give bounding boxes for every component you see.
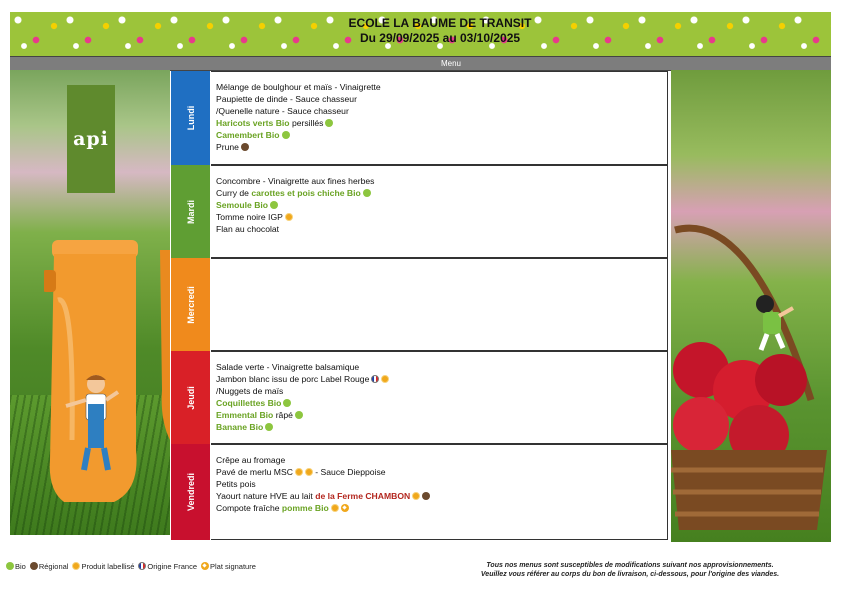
dish-text: pomme Bio — [281, 503, 329, 513]
dish-suffix: - Sauce Dieppoise — [312, 467, 386, 477]
dish-line — [216, 141, 667, 153]
left-photo-panel — [10, 70, 170, 535]
day-block-mercredi — [171, 258, 668, 351]
dish-text: Haricots verts Bio — [216, 118, 290, 128]
dish-text: Yaourt nature HVE au lait — [216, 491, 316, 501]
dish-text: Banane Bio — [216, 422, 264, 432]
day-tab-vendredi — [171, 444, 210, 540]
legend-label: Produit labellisé — [81, 562, 135, 571]
legend-label: Origine France — [147, 562, 198, 571]
apple-basket-illustration — [671, 220, 831, 542]
dish-line — [216, 211, 667, 223]
column-header-menu: Menu — [440, 59, 461, 68]
api-logo-text: api — [73, 128, 109, 150]
dish-line — [216, 421, 667, 433]
dish-text: Curry de — [216, 188, 252, 198]
dish-text: Flan au chocolat — [216, 224, 280, 234]
label-icon — [285, 213, 293, 221]
label-icon — [381, 375, 389, 383]
legend-item-regional — [30, 562, 69, 571]
legend-label: Plat signature — [210, 562, 256, 571]
dish-line — [216, 466, 667, 478]
dish-line — [216, 81, 667, 93]
dish-line — [216, 93, 667, 105]
dish-line — [216, 397, 667, 409]
dish-text: Prune — [216, 142, 239, 152]
label-icon — [295, 468, 303, 476]
dish-text: Camembert Bio — [216, 130, 280, 140]
dish-line — [216, 478, 667, 490]
dish-text: Mélange de boulghour et maïs - Vinaigrette — [216, 82, 381, 92]
day-tab-mardi — [171, 165, 210, 258]
bio-icon — [282, 131, 290, 139]
school-title: ECOLE LA BAUME DE TRANSIT — [348, 16, 532, 30]
day-menu-jeudi — [211, 351, 668, 444]
dish-text: Tomme noire IGP — [216, 212, 283, 222]
dish-line — [216, 223, 667, 235]
api-logo — [67, 85, 115, 193]
day-block-lundi — [171, 71, 668, 165]
day-tab-lundi — [171, 71, 210, 165]
bio-icon — [295, 411, 303, 419]
day-label-mardi: Mardi — [185, 199, 196, 224]
title-block — [310, 16, 570, 46]
dish-text: carottes et pois chiche Bio — [251, 188, 361, 198]
legend-item-france — [138, 562, 197, 571]
day-block-mardi — [171, 165, 668, 258]
day-label-jeudi: Jeudi — [185, 385, 196, 410]
bio-icon — [6, 562, 14, 570]
dish-text: Semoule Bio — [216, 200, 269, 210]
day-label-mercredi: Mercredi — [185, 285, 196, 324]
day-menu-mercredi — [211, 258, 668, 351]
label-icon — [305, 468, 313, 476]
legend-item-label — [72, 562, 134, 571]
dish-text: Concombre - Vinaigrette aux fines herbes — [216, 176, 375, 186]
climbing-kid-illustration — [749, 292, 797, 352]
day-block-jeudi — [171, 351, 668, 444]
header-banner — [10, 12, 831, 56]
dish-line — [216, 502, 667, 514]
dish-line — [216, 117, 667, 129]
dish-text: Paupiette de dinde - Sauce chasseur — [216, 94, 357, 104]
label-icon — [331, 504, 339, 512]
day-label-vendredi: Vendredi — [185, 472, 196, 512]
dish-text: Pavé de merlu MSC — [216, 467, 293, 477]
label-icon — [72, 562, 80, 570]
dish-text: Petits pois — [216, 479, 256, 489]
day-block-vendredi — [171, 444, 668, 540]
dish-line — [216, 199, 667, 211]
bio-icon — [270, 201, 278, 209]
period-title: Du 29/09/2025 au 03/10/2025 — [359, 31, 521, 45]
right-photo-panel — [671, 70, 831, 542]
dish-line — [216, 385, 667, 397]
boy-illustration — [60, 370, 130, 480]
dish-text: Jambon blanc issu de porc Label Rouge — [216, 374, 370, 384]
column-header-bar — [10, 56, 831, 71]
dish-line — [216, 490, 667, 502]
regional-icon — [422, 492, 430, 500]
dish-line — [216, 454, 667, 466]
bio-icon — [265, 423, 273, 431]
day-label-lundi: Lundi — [185, 105, 196, 131]
dish-line — [216, 373, 667, 385]
disclaimer-line-1: Tous nos menus sont susceptibles de modifications suivant nos approvisionnements. — [486, 562, 774, 569]
france-icon — [371, 375, 379, 383]
dish-line — [216, 361, 667, 373]
regional-icon — [30, 562, 38, 570]
day-tab-jeudi — [171, 351, 210, 444]
legend-label: Bio — [15, 562, 26, 571]
legend-item-bio — [6, 562, 26, 571]
disclaimer-line-2: Veuillez vous référer au corps du bon de livraison, ci-dessous, pour l'origine des viandes. — [480, 571, 780, 578]
dish-text: râpé — [273, 410, 293, 420]
label-icon — [412, 492, 420, 500]
day-tab-mercredi — [171, 258, 210, 351]
dish-text: /Quenelle nature - Sauce chasseur — [216, 106, 349, 116]
legend-label: Régional — [38, 562, 69, 571]
signature-icon — [201, 562, 209, 570]
dish-text: persillés — [289, 118, 324, 128]
regional-icon — [241, 143, 249, 151]
day-menu-mardi — [211, 165, 668, 258]
dish-line — [216, 175, 667, 187]
dish-line — [216, 105, 667, 117]
day-menu-lundi — [211, 71, 668, 165]
legend-item-signature — [201, 562, 256, 571]
dish-text: de la Ferme CHAMBON — [315, 491, 411, 501]
dish-text: /Nuggets de maïs — [216, 386, 284, 396]
dish-line — [216, 409, 667, 421]
dish-line — [216, 129, 667, 141]
dish-line — [216, 187, 667, 199]
dish-text: Coquillettes Bio — [216, 398, 282, 408]
bio-icon — [325, 119, 333, 127]
bio-icon — [363, 189, 371, 197]
bio-icon — [283, 399, 291, 407]
day-menu-vendredi — [211, 444, 668, 540]
legend — [6, 562, 260, 571]
dish-text: Crêpe au fromage — [216, 455, 286, 465]
dish-text: Salade verte - Vinaigrette balsamique — [216, 362, 360, 372]
dish-text: Compote fraîche — [216, 503, 282, 513]
dish-text: Emmental Bio — [216, 410, 274, 420]
signature-icon — [341, 504, 349, 512]
disclaimer — [430, 561, 830, 579]
rubber-boot-back — [156, 250, 170, 450]
france-icon — [138, 562, 146, 570]
